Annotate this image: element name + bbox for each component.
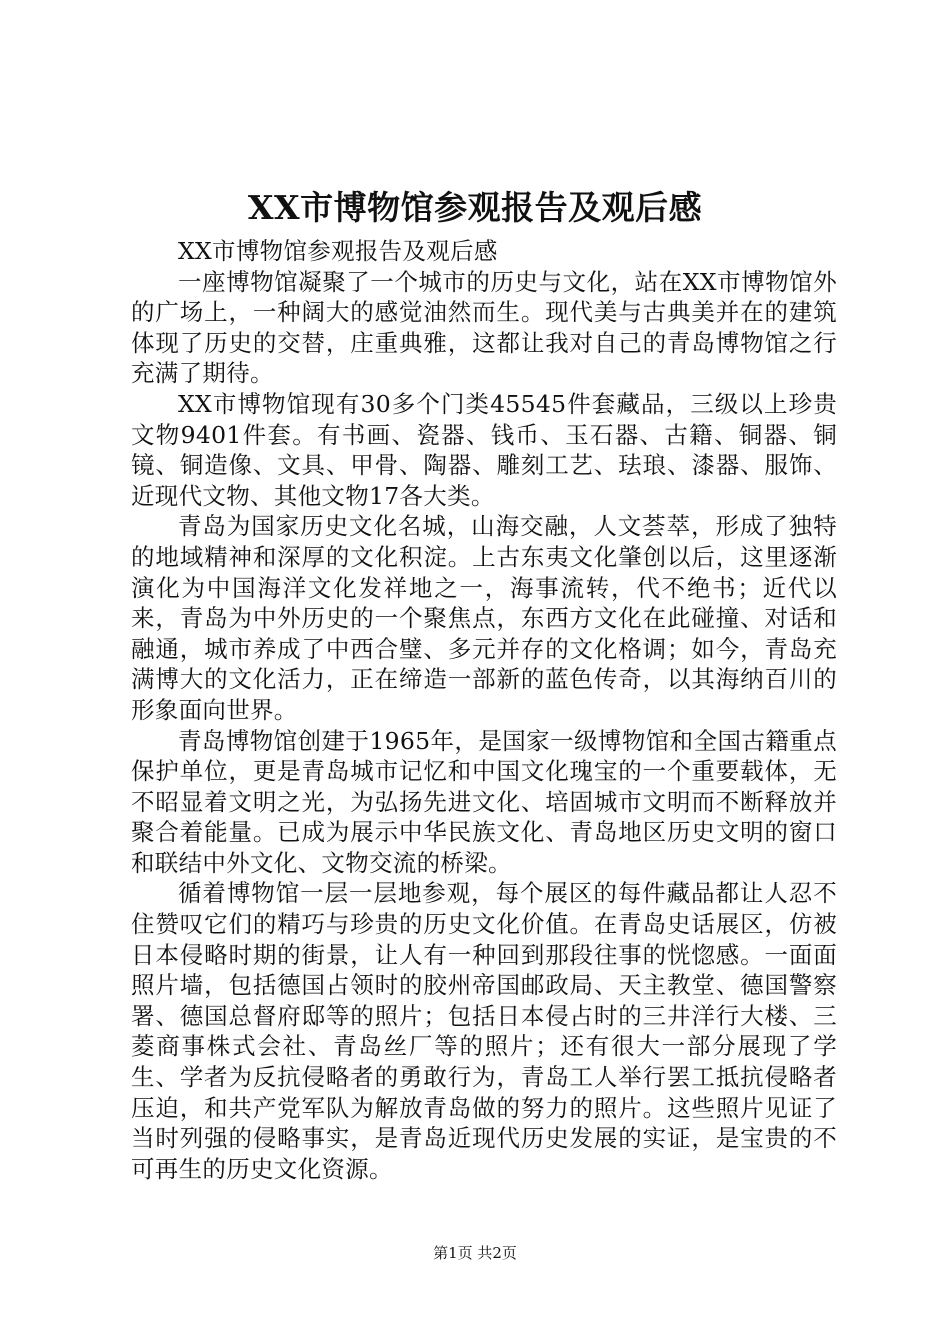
page-footer: 第1页 共2页	[433, 1244, 517, 1262]
paragraph-subtitle: XX市博物馆参观报告及观后感	[178, 237, 498, 265]
paragraph-collection: XX市博物馆现有30多个门类45545件套藏品，三级以上珍贵文物9401件套。有书画、瓷器、钱币、玉石器、古籍、铜器、铜镜、铜造像、文具、甲骨、陶器、雕刻工艺、珐琅、漆器、服饰、近现代文物、其他文物17各大类。	[131, 389, 837, 510]
paragraph-exhibition-visit: 循着博物馆一层一层地参观，每个展区的每件藏品都让人忍不住赞叹它们的精巧与珍贵的历史文化价值。在青岛史话展区，仿被日本侵略时期的街景，让人有一种回到那段往事的恍惚感。一面面照片墙，包括德国占领时的胶州帝国邮政局、天主教堂、德国警察署、德国总督府邸等的照片；包括日本侵占时的三井洋行大楼、三菱商事株式会社、青岛丝厂等的照片；还有很大一部分展现了学生、学者为反抗侵略者的勇敢行为，青岛工人举行罢工抵抗侵略者压迫，和共产党军队为解放青岛做的努力的照片。这些照片见证了当时列强的侵略事实，是青岛近现代历史发展的实证，是宝贵的不可再生的历史文化资源。	[131, 879, 837, 1183]
paragraph-qingdao-history: 青岛为国家历史文化名城，山海交融，人文荟萃，形成了独特的地域精神和深厚的文化积淀。上古东夷文化肇创以后，这里逐渐演化为中国海洋文化发祥地之一，海事流转，代不绝书；近代以来，青岛为中外历史的一个聚焦点，东西方文化在此碰撞、对话和融通，城市养成了中西合璧、多元并存的文化格调；如今，青岛充满博大的文化活力，正在缔造一部新的蓝色传奇，以其海纳百川的形象面向世界。	[131, 512, 837, 724]
paragraph-intro: 一座博物馆凝聚了一个城市的历史与文化，站在XX市博物馆外的广场上，一种阔大的感觉油然而生。现代美与古典美并在的建筑体现了历史的交替，庄重典雅，这都让我对自己的青岛博物馆之行充满了期待。	[131, 267, 837, 388]
document-body	[131, 236, 837, 1184]
document-title: XX市博物馆参观报告及观后感	[247, 188, 703, 227]
paragraph-museum-founding: 青岛博物馆创建于1965年，是国家一级博物馆和全国古籍重点保护单位，更是青岛城市记忆和中国文化瑰宝的一个重要载体，无不昭显着文明之光，为弘扬先进文化、培固城市文明而不断释放并聚合着能量。已成为展示中华民族文化、青岛地区历史文明的窗口和联结中外文化、文物交流的桥梁。	[131, 726, 837, 877]
